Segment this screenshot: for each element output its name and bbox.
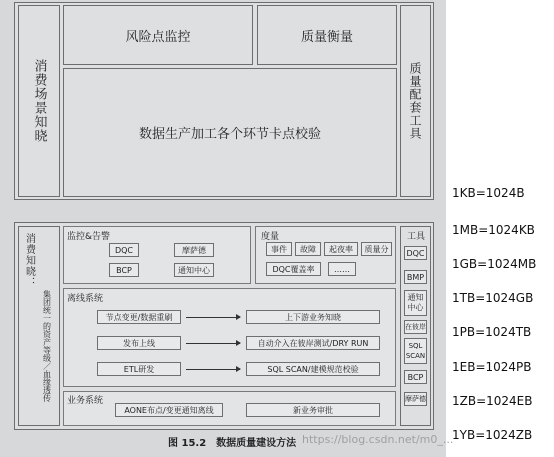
measure-item-night-rate: 起夜率 <box>324 242 358 256</box>
tool-mossad: 摩萨德 <box>404 392 427 406</box>
quality-measure-label: 质量衡量 <box>300 29 353 45</box>
offline-arrow-2 <box>186 343 240 344</box>
monitor-item-bcp: BCP <box>109 263 139 277</box>
unit-pb: 1PB=1024TB <box>452 325 532 339</box>
tool-bcp: BCP <box>404 370 427 384</box>
tools-title: 工具 <box>407 232 426 242</box>
unit-gb: 1GB=1024MB <box>452 257 537 271</box>
monitor-item-mossad: 摩萨德 <box>174 243 214 257</box>
measure-item-fault: 故障 <box>295 242 321 256</box>
unit-zb: 1ZB=1024EB <box>452 394 533 408</box>
monitor-item-dqc: DQC <box>109 243 139 257</box>
business-approval-box: 新业务审批 <box>246 403 380 417</box>
quality-measure-box <box>257 5 397 65</box>
unit-tb: 1TB=1024GB <box>452 291 534 305</box>
measure-title: 度量 <box>261 232 280 242</box>
offline-sql-scan-box: SQL SCAN/建模规范校验 <box>246 362 380 376</box>
figure-caption: 图 15.2 数据质量建设方法 <box>168 438 297 449</box>
unit-yb: 1YB=1024ZB <box>452 428 533 442</box>
unit-kb: 1KB=1024B <box>452 186 525 200</box>
offline-system-title: 离线系统 <box>67 294 104 304</box>
offline-arrow-3 <box>186 369 240 370</box>
asset-lineage-wrap <box>37 290 57 422</box>
consumer-awareness-title-wrap <box>20 230 38 290</box>
quality-tools-column <box>400 5 431 197</box>
business-system-title: 业务系统 <box>67 396 104 406</box>
offline-node-change-box: 节点变更/数据重刷 <box>97 310 181 324</box>
measure-item-event: 事件 <box>266 242 292 256</box>
monitor-item-notification-center: 通知中心 <box>174 263 214 277</box>
monitor-alert-title: 监控&告警 <box>67 232 111 242</box>
offline-dry-run-box: 自动介入在彼岸测试/DRY RUN <box>246 336 380 350</box>
consumer-scene-awareness-column <box>18 5 60 197</box>
tool-bmp: BMP <box>404 270 427 284</box>
unit-mb: 1MB=1024KB <box>452 223 535 237</box>
measure-item-quality-score: 质量分 <box>361 242 392 256</box>
production-checkpoint-box <box>63 68 397 197</box>
risk-monitoring-box <box>63 5 253 65</box>
tool-notification-center-label: 通知中心 <box>407 293 424 312</box>
tool-zaibian: 在彼岸 <box>404 320 427 334</box>
measure-item-dqc-coverage: DQC覆盖率 <box>266 262 321 276</box>
consumer-scene-awareness-label: 消费场景知晓 <box>31 59 47 143</box>
production-checkpoint-label: 数据生产加工各个环节卡点校验 <box>138 127 321 142</box>
tool-sql-scan-label: SQL SCAN <box>405 342 426 360</box>
offline-release-box: 发布上线 <box>97 336 181 350</box>
offline-upstream-aware-box: 上下游业务知晓 <box>246 310 380 324</box>
asset-lineage-label: 集团统一的资产等级／血缘透传 <box>42 290 52 402</box>
tool-sql-scan <box>404 338 427 364</box>
tool-dqc: DQC <box>404 246 427 260</box>
offline-arrow-1 <box>186 317 240 318</box>
unit-eb: 1EB=1024PB <box>452 360 532 374</box>
consumer-awareness-title: 消费知晓： <box>23 232 35 288</box>
risk-monitoring-label: 风险点监控 <box>125 29 191 45</box>
business-aone-box: AONE布点/变更通知离线 <box>115 403 223 417</box>
tool-notification-center <box>404 290 427 316</box>
csdn-watermark: https://blog.csdn.net/m0_... <box>302 433 454 446</box>
offline-etl-box: ETL研发 <box>97 362 181 376</box>
measure-item-ellipsis: …… <box>328 262 356 276</box>
quality-tools-label: 质量配套工具 <box>408 62 422 140</box>
